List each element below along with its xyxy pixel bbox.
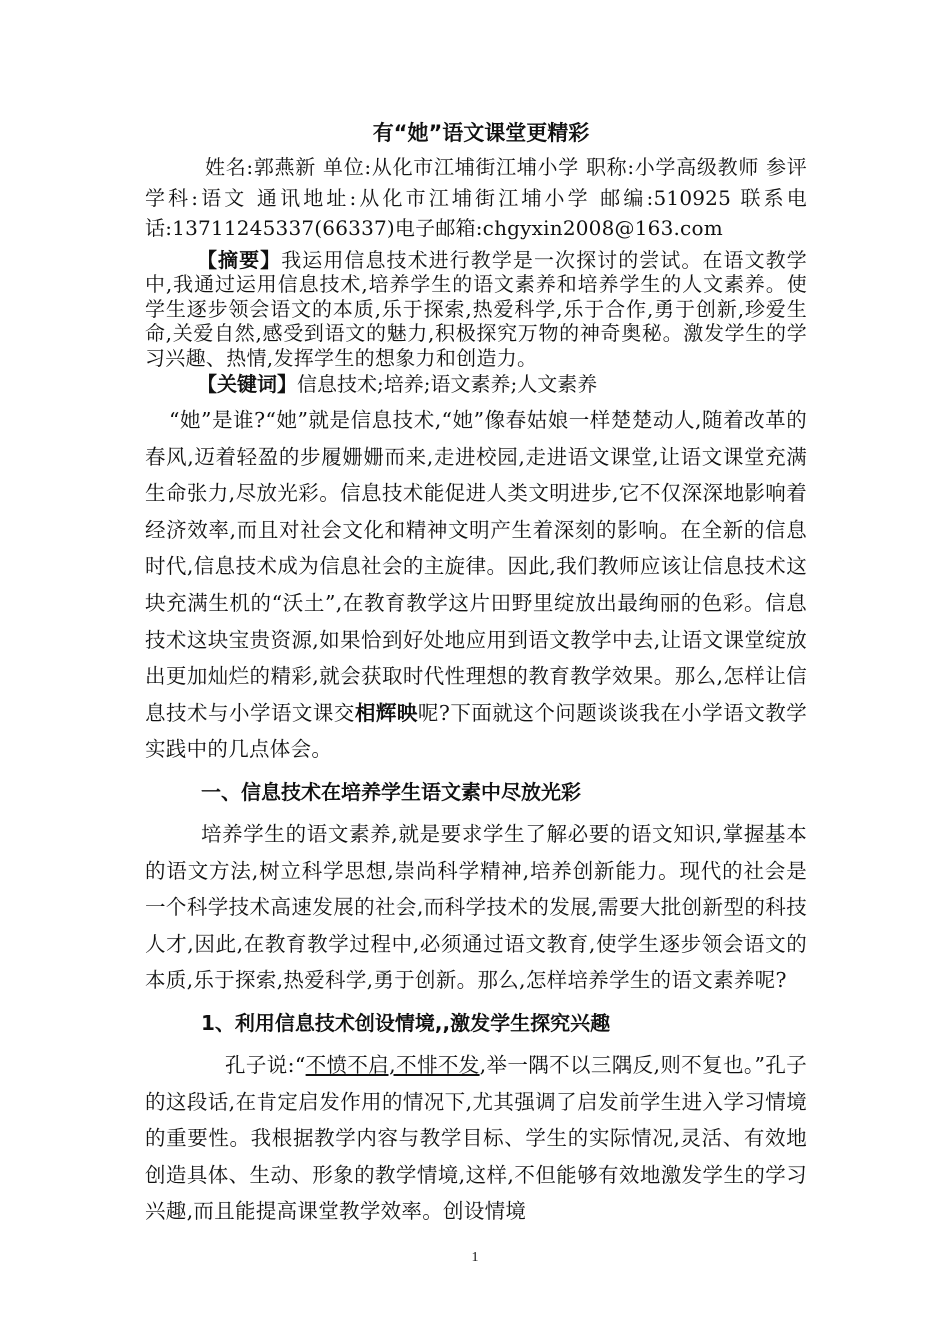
abstract-label: 【摘要】	[197, 247, 282, 272]
subsection-1-paragraph	[145, 1047, 807, 1230]
abstract	[145, 248, 807, 371]
document-title: 有“她”语文课堂更精彩	[372, 121, 590, 145]
abstract-text: 我运用信息技术进行教学是一次探讨的尝试。在语文教学中,我通过运用信息技术,培养学生的语文素养和培养学生的人文素养。使学生逐步领会语文的本质,乐于探索,热爱科学,乐于合作,勇于创新,珍爱生命,关爱自然,感受到语文的魅力,积极探究万物的神奇奥秘。激发学生的学习兴趣、热情,发挥学生的想象力和创造力。	[145, 247, 808, 370]
intro-text-part1: “她”是谁?“她”就是信息技术,“她”像春姑娘一样楚楚动人,随着改革的春风,迈着轻盈的步履姗姗而来,走进校园,走进语文课堂,让语文课堂充满生命张力,尽放光彩。信息技术能促进人类文明进步,它不仅深深地影响着经济效率,而且对社会文化和精神文明产生着深刻的影响。在全新的信息时代,信息技术成为信息社会的主旋律。因此,我们教师应该让信息技术这块充满生机的“沃土”,在教育教学这片田野里绽放出最绚丽的色彩。信息技术这块宝贵资源,如果恰到好处地应用到语文教学中去,让语文课堂绽放出更加灿烂的精彩,就会获取时代性理想的教育教学效果。那么,怎样让信息技术与小学语文课交	[145, 408, 807, 725]
document-page	[145, 118, 807, 1230]
confucius-intro: 孔子说:“	[225, 1052, 306, 1077]
subsection-heading-1: 1、利用信息技术创设情境,,激发学生探究兴趣	[201, 1010, 611, 1035]
keywords-label: 【关键词】	[197, 372, 297, 396]
confucius-quote: 不愤不启,不悱不发	[305, 1052, 480, 1077]
author-info: 姓名:郭燕新 单位:从化市江埔街江埔小学 职称:小学高级教师 参评学科:语文 通讯地址:从化市江埔街江埔小学 邮编:510925 联系电话:13711245337(66337)电子邮箱:chgyxin2008@163.com	[145, 155, 807, 240]
page-number: 1	[471, 1250, 479, 1265]
intro-emphasis: 相辉映	[354, 700, 418, 725]
subsection-1-text: ,举一隅不以三隅反,则不复也。”孔子的这段话,在肯定启发作用的情况下,尤其强调了启发前学生进入学习情境的重要性。我根据教学内容与教学目标、学生的实际情况,灵活、有效地创造具体、生动、形象的教学情境,这样,不但能够有效地激发学生的学习兴趣,而且能提高课堂教学效率。创设情境	[145, 1052, 807, 1224]
section-heading-1: 一、信息技术在培养学生语文素中尽放光彩	[201, 779, 581, 804]
intro-text-part2: 呢?下面就这个问题谈谈我在小学语文教学实践中的几点体会。	[145, 700, 808, 762]
keywords-text: 信息技术;培养;语文素养;人文素养	[297, 372, 598, 396]
intro-paragraph	[145, 402, 807, 768]
section-1-paragraph: 培养学生的语文素养,就是要求学生了解必要的语文知识,掌握基本的语文方法,树立科学思想,崇尚科学精神,培养创新能力。现代的社会是一个科学技术高速发展的社会,而科学技术的发展,需要大批创新型的科技人才,因此,在教育教学过程中,必须通过语文教育,使学生逐步领会语文的本质,乐于探索,热爱科学,勇于创新。那么,怎样培养学生的语文素养呢?	[145, 821, 807, 993]
keywords	[145, 370, 807, 398]
